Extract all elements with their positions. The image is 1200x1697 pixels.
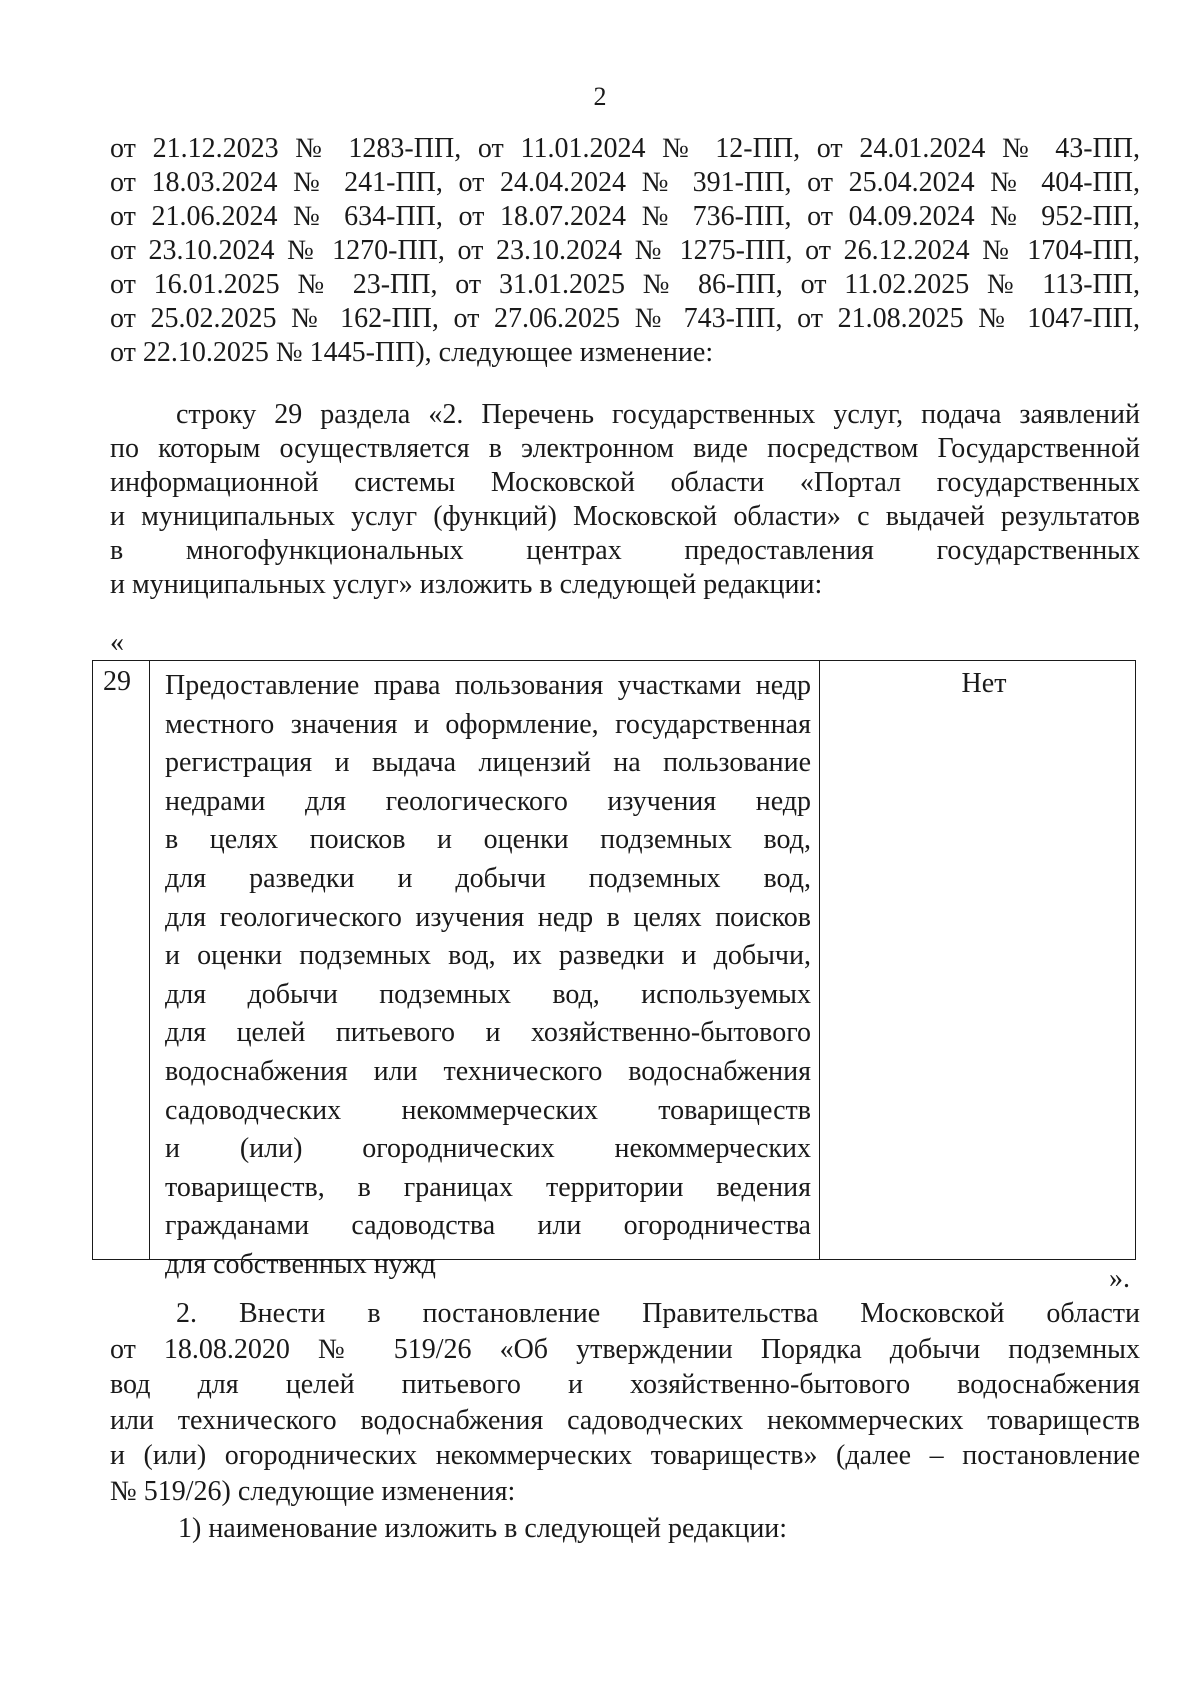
para2-line: № 519/26) следующие изменения: (110, 1475, 516, 1507)
intro-line: от 16.01.2025 № 23-ПП, от 31.01.2025 № 86-ПП, от 11.02.2025 № 113-ПП, (110, 269, 1140, 300)
intro-paragraph (110, 132, 1140, 370)
description-line: и (или) огороднических некоммерческих (165, 1133, 811, 1165)
description-line: недрами для геологического изучения недр (165, 785, 811, 817)
description-line: водоснабжения или технического водоснабжения (165, 1055, 811, 1087)
table-row-number: 29 (103, 666, 131, 697)
services-table (92, 660, 1136, 1280)
para1-line: и муниципальных услуг (функций) Московской области» с выдачей результатов (110, 501, 1140, 532)
para2-line: вод для целей питьевого и хозяйственно-бытового водоснабжения (110, 1369, 1140, 1400)
intro-line: от 21.06.2024 № 634-ПП, от 18.07.2024 № 736-ПП, от 04.09.2024 № 952-ПП, (110, 201, 1140, 232)
table-answer-cell: Нет (961, 668, 1007, 699)
paragraph-item-2 (110, 1296, 1140, 1509)
close-quote: ». (1109, 1263, 1130, 1294)
description-line: для целей питьевого и хозяйственно-бытового (165, 1017, 811, 1049)
description-line: регистрация и выдача лицензий на пользование (165, 747, 811, 779)
description-line: местного значения и оформление, государственная (165, 708, 811, 740)
para1-line: информационной системы Московской области «Портал государственных (110, 467, 1140, 498)
paragraph-amendment-1 (110, 398, 1140, 602)
description-line: в целях поисков и оценки подземных вод, (165, 824, 811, 856)
description-line: гражданами садоводства или огородничества (165, 1210, 811, 1242)
para1-line: в многофункциональных центрах предоставления государственных (110, 535, 1140, 566)
description-line: и оценки подземных вод, их разведки и добычи, (165, 940, 811, 972)
description-line: Предоставление права пользования участками недр (165, 670, 811, 701)
para1-line: и муниципальных услуг» изложить в следующей редакции: (110, 569, 823, 600)
intro-line: от 25.02.2025 № 162-ПП, от 27.06.2025 № 743-ПП, от 21.08.2025 № 1047-ПП, (110, 303, 1140, 334)
para2-line: или технического водоснабжения садоводческих некоммерческих товариществ (110, 1404, 1140, 1436)
description-line: для собственных нужд (165, 1248, 436, 1280)
description-line: для разведки и добычи подземных вод, (165, 862, 811, 894)
intro-line: от 23.10.2024 № 1270-ПП, от 23.10.2024 № 1275-ПП, от 26.12.2024 № 1704-ПП, (110, 235, 1140, 266)
intro-line: от 22.10.2025 № 1445-ПП), следующее изменение: (110, 337, 714, 368)
intro-line: от 18.03.2024 № 241-ПП, от 24.04.2024 № 391-ПП, от 25.04.2024 № 404-ПП, (110, 167, 1140, 198)
open-quote: « (110, 627, 124, 658)
intro-line: от 21.12.2023 № 1283-ПП, от 11.01.2024 № 12-ПП, от 24.01.2024 № 43-ПП, (110, 133, 1140, 164)
para1-line: по которым осуществляется в электронном виде посредством Государственной (110, 433, 1140, 464)
table-column-divider (149, 661, 150, 1259)
description-line: садоводческих некоммерческих товариществ (165, 1094, 811, 1126)
para2-line: и (или) огороднических некоммерческих товариществ» (далее – постановление (110, 1440, 1140, 1471)
table-description-cell (165, 667, 811, 1285)
para2-line: 2. Внести в постановление Правительства Московской области (176, 1298, 1140, 1329)
table-column-divider (819, 661, 820, 1259)
description-line: товариществ, в границах территории ведения (165, 1171, 811, 1203)
description-line: для добычи подземных вод, используемых (165, 978, 811, 1010)
para2-line: от 18.08.2020 № 519/26 «Об утверждении Порядка добычи подземных (110, 1333, 1140, 1365)
description-line: для геологического изучения недр в целях поисков (165, 901, 811, 933)
subitem-1: 1) наименование изложить в следующей редакции: (178, 1513, 788, 1544)
page-number: 2 (593, 82, 607, 111)
para1-line: строку 29 раздела «2. Перечень государственных услуг, подача заявлений (176, 399, 1140, 430)
